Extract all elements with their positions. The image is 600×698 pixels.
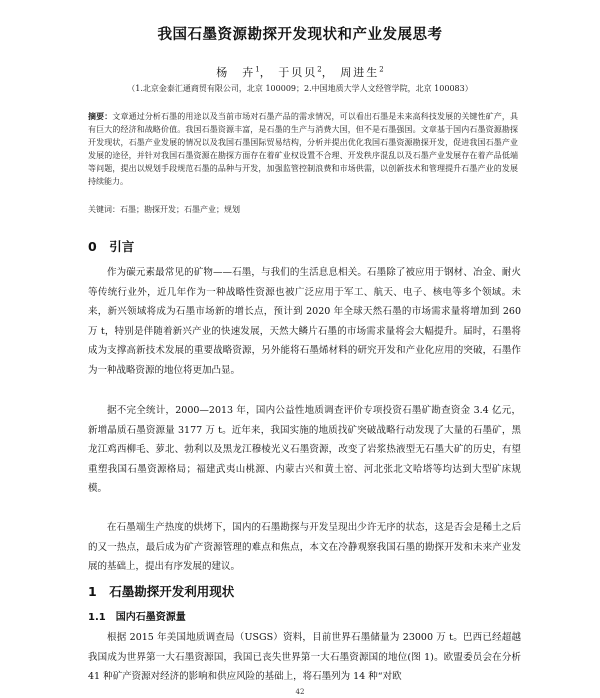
author-affil-mark: 1 bbox=[255, 65, 260, 74]
abstract-text: 文章通过分析石墨的用途以及当前市场对石墨产品的需求情况，可以看出石墨是未来高科技发展的关键性矿产，具有巨大的经济和战略价值。我国石墨资源丰富，是石墨的生产与消费大国，但不是石墨强国。文章基于国内石墨资源勘探开发现状，石墨产业发展的情况以及我国石墨国际贸易结构，分析并提出优化我国石墨资源勘探开发，促进我国石墨产业发展的途径，并针对我国石墨资源在勘探方面存在着矿业权设置不合理、开发秩序混乱以及石墨产业发展存在着产品低端等问题，提出以规划手段规范石墨的品种与开发，加强监管控制浪费和市场供需，以创新技术和管理提升石墨产业的发展持续能力。 bbox=[88, 112, 519, 186]
body-paragraph: 据不完全统计，2000—2013 年，国内公益性地质调查评价专项投资石墨矿勘查资金 3.4 亿元，新增晶质石墨资源量 3177 万 t。近年来，我国实施的地质找矿突破战略行动发现了大量的石墨矿，黑龙江鸡西柳毛、萝北、勃利以及黑龙江穆棱光义石墨资源，改变了岩浆热液型无石墨大矿的历史，有望重塑我国石墨资源格局；福建武夷山桃源、内蒙古兴和黄土窑、河北张北文哈塔等均达到大型矿床规模。 bbox=[88, 405, 521, 494]
author-list: 杨 卉$^1$， 于贝贝$^2$， 周进生$^2$ bbox=[216, 65, 384, 79]
keywords-text: 石墨；勘探开发；石墨产业；规划 bbox=[120, 205, 240, 214]
keywords bbox=[88, 204, 518, 215]
body-paragraph: 在石墨端生产热度的烘烤下，国内的石墨勘探与开发呈现出少许无序的状态，这是否会是稀土之后的又一热点，最后成为矿产资源管理的难点和焦点，本文在冷静观察我国石墨的勘探开发和未来产业发展的基础上，提出有序发展的建议。 bbox=[88, 522, 521, 572]
body-paragraph: 作为碳元素最常见的矿物——石墨，与我们的生活息息相关。石墨除了被应用于钢材、冶金、耐火等传统行业外，近几年作为一种战略性资源也被广泛应用于军工、航天、电子、核电等多个领域。未来，新兴领域将成为石墨市场新的增长点，预计到 2020 年全球天然石墨的市场需求量将增加到 260 万 t，特别是伴随着新兴产业的快速发展，天然大鳞片石墨的市场需求量将会大幅提升。届时，石墨将成为支撑高新技术发展的重要战略资源，另外能将石墨烯材料的研究开发和产业化应用的突破，石墨作为一种战略资源的地位将更加凸显。 bbox=[88, 267, 521, 376]
affiliation: （1.北京金泰汇通商贸有限公司，北京 100009；2.中国地质大学人文经管学院，北京 100083） bbox=[127, 84, 473, 93]
section-heading-status: 1 石墨勘探开发利用现状 bbox=[88, 584, 235, 599]
body-paragraph: 根据 2015 年美国地质调查局（USGS）资料，目前世界石墨储量为 23000 万 t。巴西已经超越我国成为世界第一大石墨资源国，我国已丧失世界第一大石墨资源国的地位(图 1)。欧盟委员会在分析 41 种矿产资源对经济的影响和供应风险的基础上，将石墨列为 14 种“对欧 bbox=[88, 632, 521, 682]
subsection-heading: 1.1 国内石墨资源量 bbox=[88, 612, 186, 623]
page-number: 42 bbox=[295, 688, 305, 696]
author-affil-mark: 2 bbox=[317, 65, 322, 74]
section-heading-intro: 0 引言 bbox=[88, 239, 135, 254]
abstract bbox=[88, 110, 518, 188]
paper-title: 我国石墨资源勘探开发现状和产业发展思考 bbox=[157, 27, 443, 43]
author-name: 周进生 bbox=[340, 66, 380, 79]
keywords-label: 关键词： bbox=[88, 205, 120, 214]
abstract-label: 摘要： bbox=[88, 111, 113, 121]
author-name: 于贝贝 bbox=[278, 66, 318, 79]
author-name: 杨 卉 bbox=[216, 66, 256, 79]
author-affil-mark: 2 bbox=[379, 65, 384, 74]
